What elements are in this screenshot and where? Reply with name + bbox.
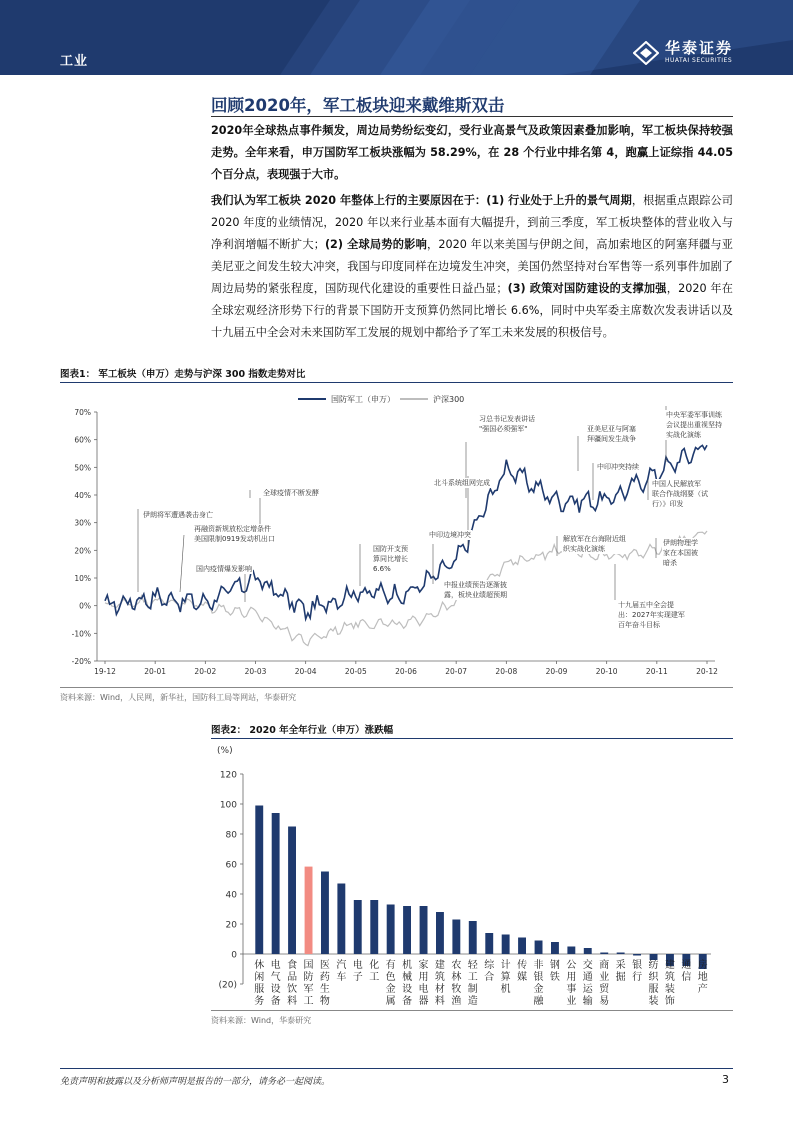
legend-label-defense: 国防军工（申万）	[331, 395, 395, 404]
category-label-char: 电	[270, 960, 281, 971]
chart2-bars	[255, 806, 706, 970]
bar-industry	[617, 953, 625, 955]
x-tick-label: 20-12	[696, 667, 718, 676]
x-tick-label: 20-04	[294, 667, 317, 676]
category-label-char: 服	[648, 984, 659, 995]
header-bar	[0, 0, 793, 75]
footer-rule	[60, 1068, 733, 1069]
huatai-logo	[633, 40, 733, 65]
category-label-char: 钢	[549, 960, 560, 971]
logo-name-cn: 华泰证券	[664, 39, 733, 57]
y-tick-label: -10%	[71, 629, 91, 639]
body-paragraph	[211, 190, 733, 344]
bar-industry	[633, 954, 641, 956]
section-title: 回顾2020年，军工板块迎来戴维斯双击	[211, 96, 505, 115]
annotation-armenia-azerbaijan: 亚美尼亚与阿塞 拜疆间发生战争	[587, 425, 636, 443]
category-label-char: 料	[434, 996, 445, 1007]
category-label-char: 军	[303, 984, 314, 995]
category-label-char: 装	[664, 984, 675, 995]
y-tick-label: (20)	[218, 980, 237, 991]
bar-industry	[288, 827, 296, 955]
category-label-char: 牧	[451, 984, 462, 995]
category-label-char: 物	[319, 996, 330, 1007]
y-tick-label: 80	[225, 830, 237, 841]
category-label-char: 计	[500, 960, 511, 971]
annotation-joint-ops-outline: 中国人民解放军 联合作战纲要（试 行）》印发	[652, 480, 708, 508]
x-tick-label: 19-12	[94, 667, 116, 676]
category-label-char: 通	[681, 960, 692, 971]
reason-1: (1) 行业处于上升的景气周期	[486, 194, 632, 207]
category-label-char: 采	[615, 960, 626, 971]
category-label-char: 渔	[451, 996, 462, 1007]
category-label-char: 械	[402, 972, 413, 983]
category-label-char: 备	[270, 996, 281, 1007]
legend-label-csi300: 沪深300	[433, 395, 465, 404]
category-label-char: 建	[434, 960, 445, 971]
figure1-caption-rule	[60, 382, 733, 383]
chart1-legend	[298, 394, 464, 404]
category-label-char: 化	[369, 960, 380, 971]
body-text-1: ，根据重点跟踪公司 2020 年度的业绩情况，2020 年以来行业基本面有大幅提升，到前三季度，军工板块整体的营业收入与净利润增幅不断扩大；	[211, 194, 733, 251]
category-label-char: 产	[697, 984, 708, 995]
category-label-char: 银	[533, 972, 544, 983]
bar-industry	[420, 906, 428, 954]
annotation-iran-general: 伊朗将军遭遇袭击身亡	[143, 511, 213, 519]
category-label-char: 药	[319, 972, 330, 983]
category-label-char: 用	[566, 972, 577, 983]
annotation-fifth-plenum: 十九届五中全会提 出：2027年实现建军 百年奋斗目标	[618, 601, 685, 629]
chart2-category-labels	[254, 958, 708, 1007]
category-label-char: 非	[533, 960, 544, 971]
bar-industry	[502, 935, 510, 955]
category-label-char: 信	[681, 972, 692, 983]
category-label-char: 食	[287, 960, 298, 971]
x-tick-label: 20-08	[495, 667, 518, 676]
category-label-char: 工	[369, 972, 380, 983]
bar-industry	[403, 906, 411, 954]
category-label-char: 装	[648, 996, 659, 1007]
bar-industry	[370, 900, 378, 954]
category-label-char: 品	[287, 972, 298, 983]
category-label-char: 筑	[664, 972, 675, 983]
category-label-char: 色	[385, 972, 396, 983]
category-label-char: 生	[319, 984, 330, 995]
category-label-char: 休	[254, 960, 265, 971]
category-label-char: 子	[352, 972, 363, 983]
category-label-char: 饰	[664, 996, 675, 1007]
category-label-char: 商	[599, 960, 610, 971]
figure2-caption: 图表2： 2020 年全年行业（申万）涨跌幅	[211, 725, 394, 736]
category-label-char: 媒	[517, 972, 528, 983]
annotation-china-india-ongoing: 中印冲突持续	[597, 463, 639, 471]
category-label-char: 轻	[467, 960, 478, 971]
bar-industry	[485, 933, 493, 954]
bar-highlight	[305, 867, 313, 954]
category-label-char: 纺	[648, 960, 659, 971]
category-label-char: 农	[451, 960, 462, 971]
category-label-char: 家	[418, 960, 429, 971]
category-label-char: 地	[697, 972, 708, 983]
title-rule	[211, 116, 733, 117]
bar-industry	[387, 905, 395, 955]
y-tick-label: 40	[225, 890, 237, 901]
category-label-char: 融	[533, 996, 544, 1007]
category-label-char: 筑	[434, 972, 445, 983]
category-label-char: 掘	[615, 972, 626, 983]
category-label-char: 国	[303, 960, 314, 971]
category-label-char: 设	[402, 984, 413, 995]
bar-industry	[436, 912, 444, 954]
y-tick-label: 50%	[74, 463, 91, 473]
category-label-char: 设	[270, 984, 281, 995]
x-tick-label: 20-02	[194, 667, 217, 676]
category-label-char: 算	[500, 972, 511, 983]
figure2-bottom-rule	[211, 1010, 733, 1011]
category-label-char: 织	[648, 972, 659, 983]
x-tick-label: 20-07	[445, 667, 468, 676]
category-label-char: 器	[418, 996, 429, 1007]
huatai-logo-icon	[633, 41, 659, 65]
category-label-char: 工	[303, 996, 314, 1007]
y-tick-label: -20%	[71, 657, 91, 666]
category-label-char: 银	[632, 960, 643, 971]
figure1-source: 资料来源：Wind，人民网，新华社，国防科工局等网站，华泰研究	[60, 693, 297, 702]
bar-industry	[600, 953, 608, 955]
category-label-char: 传	[517, 960, 528, 971]
bar-industry	[272, 813, 280, 954]
x-tick-label: 20-03	[244, 667, 267, 676]
annotation-cmc-training: 中央军委军事训练 会议提出重视坚持 实战化演练	[666, 411, 722, 439]
annotation-china-india-border: 中印边境冲突	[429, 531, 471, 539]
category-label-char: 闲	[254, 972, 265, 983]
y-tick-label: 20	[225, 920, 237, 931]
category-label-char: 备	[402, 996, 413, 1007]
x-tick-label: 20-11	[645, 667, 668, 676]
category-label-char: 输	[582, 996, 593, 1007]
x-tick-label: 20-01	[144, 667, 167, 676]
figure2-caption-rule	[211, 738, 733, 739]
annotation-defense-budget: 国防开支预 算同比增长 6.6%	[373, 545, 408, 573]
category-label-char: 合	[484, 972, 495, 983]
footer-disclaimer: 免责声明和披露以及分析师声明是报告的一部分，请务必一起阅读。	[60, 1077, 331, 1087]
logo-name-en: HUATAI SECURITIES	[664, 57, 733, 64]
body-text-3: ，2020 年在全球宏观经济形势下行的背景下国防开支预算仍然同比增长 6.6%，同时中央军委主席数次发表讲话以及十九届五中全会对未来国防军工发展的规划中都给予了军工未来发展的积极信号。	[211, 282, 733, 339]
y-tick-label: 0	[231, 950, 237, 961]
y-tick-label: 20%	[74, 546, 91, 556]
body-lead: 我们认为军工板块 2020 年整体上行的主要原因在于：	[211, 194, 487, 207]
category-label-char: 防	[303, 972, 314, 983]
category-label-char: 服	[254, 984, 265, 995]
figure1-caption: 图表1： 军工板块（申万）走势与沪深 300 指数走势对比	[60, 369, 306, 380]
x-tick-label: 20-10	[595, 667, 618, 676]
y-tick-label: 70%	[74, 408, 91, 417]
x-tick-label: 20-05	[344, 667, 367, 676]
figure2-source: 资料来源：Wind，华泰研究	[211, 1016, 312, 1025]
category-label-char: 铁	[549, 972, 560, 983]
category-label-char: 易	[599, 996, 610, 1007]
bar-industry	[518, 938, 526, 955]
chart2-unit: (%)	[217, 746, 233, 756]
category-label-char: 交	[582, 960, 593, 971]
y-tick-label: 60%	[74, 435, 91, 445]
category-label-char: 饮	[287, 984, 298, 995]
category-label-char: 金	[385, 984, 396, 995]
category-label-char: 贸	[599, 984, 610, 995]
category-label-char: 通	[582, 972, 593, 983]
category-label-char: 务	[254, 996, 265, 1007]
category-label-char: 机	[500, 984, 511, 995]
bar-industry	[255, 806, 263, 955]
reason-2: (2) 全球局势的影响	[324, 238, 427, 251]
x-tick-label: 20-09	[545, 667, 568, 676]
bar-industry	[469, 921, 477, 954]
annotation-xi-speech: 习总书记发表讲话 "强国必须强军"	[479, 415, 535, 433]
bar-industry	[321, 872, 329, 955]
category-label-char: 机	[402, 960, 413, 971]
category-label-char: 用	[418, 972, 429, 983]
figure2-bar-chart	[211, 740, 733, 1008]
y-tick-label: 40%	[74, 491, 91, 500]
category-label-char: 业	[566, 996, 577, 1007]
category-label-char: 综	[484, 960, 495, 971]
annotation-global-epidemic: 全球疫情不断发酵	[263, 489, 319, 497]
annotation-domestic-epidemic: 国内疫情爆发影响	[196, 565, 252, 573]
category-label-char: 工	[467, 972, 478, 983]
category-label-char: 气	[270, 972, 281, 983]
category-label-char: 汽	[336, 960, 347, 971]
x-tick-label: 20-06	[395, 667, 417, 676]
category-label-char: 运	[582, 984, 593, 995]
industry-label: 工业	[60, 54, 89, 69]
bar-industry	[551, 942, 559, 954]
y-tick-label: 30%	[74, 518, 91, 528]
annotation-iran-physicist: 伊朗物理学 家在本国被 暗杀	[663, 539, 698, 567]
category-label-char: 电	[418, 984, 429, 995]
category-label-char: 材	[434, 984, 445, 995]
annotation-interim-reports: 中报业绩预告逐渐披 露，板块业绩超预期	[444, 581, 507, 599]
category-label-char: 有	[385, 960, 396, 971]
body-text-2: ，2020 年以来美国与伊朗之间，高加索地区的阿塞拜疆与亚美尼亚之间发生较大冲突，我国与印度同样在边境发生冲突，美国仍然坚持对台军售等一系列事件加剧了周边局势的紧张程度，国防现代化建设的重要性日益凸显；	[211, 238, 733, 295]
category-label-char: 行	[632, 972, 643, 983]
bar-industry	[354, 900, 362, 954]
category-label-char: 医	[319, 960, 330, 971]
summary-paragraph: 2020年全球热点事件频发，周边局势纷纭变幻，受行业高景气及政策因素叠加影响，军工板块保持较强走势。全年来看，申万国防军工板块涨幅为 58.29%，在 28 个行业中排名第 4，跑赢上证综指 44.05 个百分点，表现强于大市。	[211, 124, 733, 181]
category-label-char: 金	[533, 984, 544, 995]
category-label-char: 车	[336, 972, 347, 983]
category-label-char: 事	[566, 984, 577, 995]
bar-industry	[584, 948, 592, 954]
y-tick-label: 100	[219, 800, 237, 811]
category-label-char: 制	[467, 984, 478, 995]
category-label-char: 造	[467, 996, 478, 1007]
bar-industry	[567, 947, 575, 955]
category-label-char: 公	[566, 960, 577, 971]
bar-industry	[535, 941, 543, 955]
reason-3: (3) 政策对国防建设的支撑加强	[507, 282, 667, 295]
bar-industry	[337, 884, 345, 955]
annotation-refinancing: 再融资新规放松定增条件 美国限制0919发动机出口	[194, 525, 275, 543]
y-tick-label: 120	[219, 770, 237, 781]
y-tick-label: 0%	[79, 601, 91, 611]
category-label-char: 电	[352, 960, 363, 971]
y-tick-label: 10%	[74, 574, 91, 583]
page-number: 3	[722, 1073, 729, 1086]
category-label-char: 房	[697, 960, 708, 971]
category-label-char: 建	[664, 960, 675, 971]
bar-industry	[452, 920, 460, 955]
annotation-pla-drill: 解放军在台海附近组 织实战化演练	[563, 535, 626, 553]
category-label-char: 属	[385, 996, 396, 1007]
category-label-char: 业	[599, 972, 610, 983]
figure1-bottom-rule	[60, 687, 733, 688]
annotation-beidou: 北斗系统组网完成	[434, 479, 490, 487]
y-tick-label: 60	[225, 860, 237, 871]
category-label-char: 料	[287, 996, 298, 1007]
category-label-char: 林	[451, 972, 462, 983]
